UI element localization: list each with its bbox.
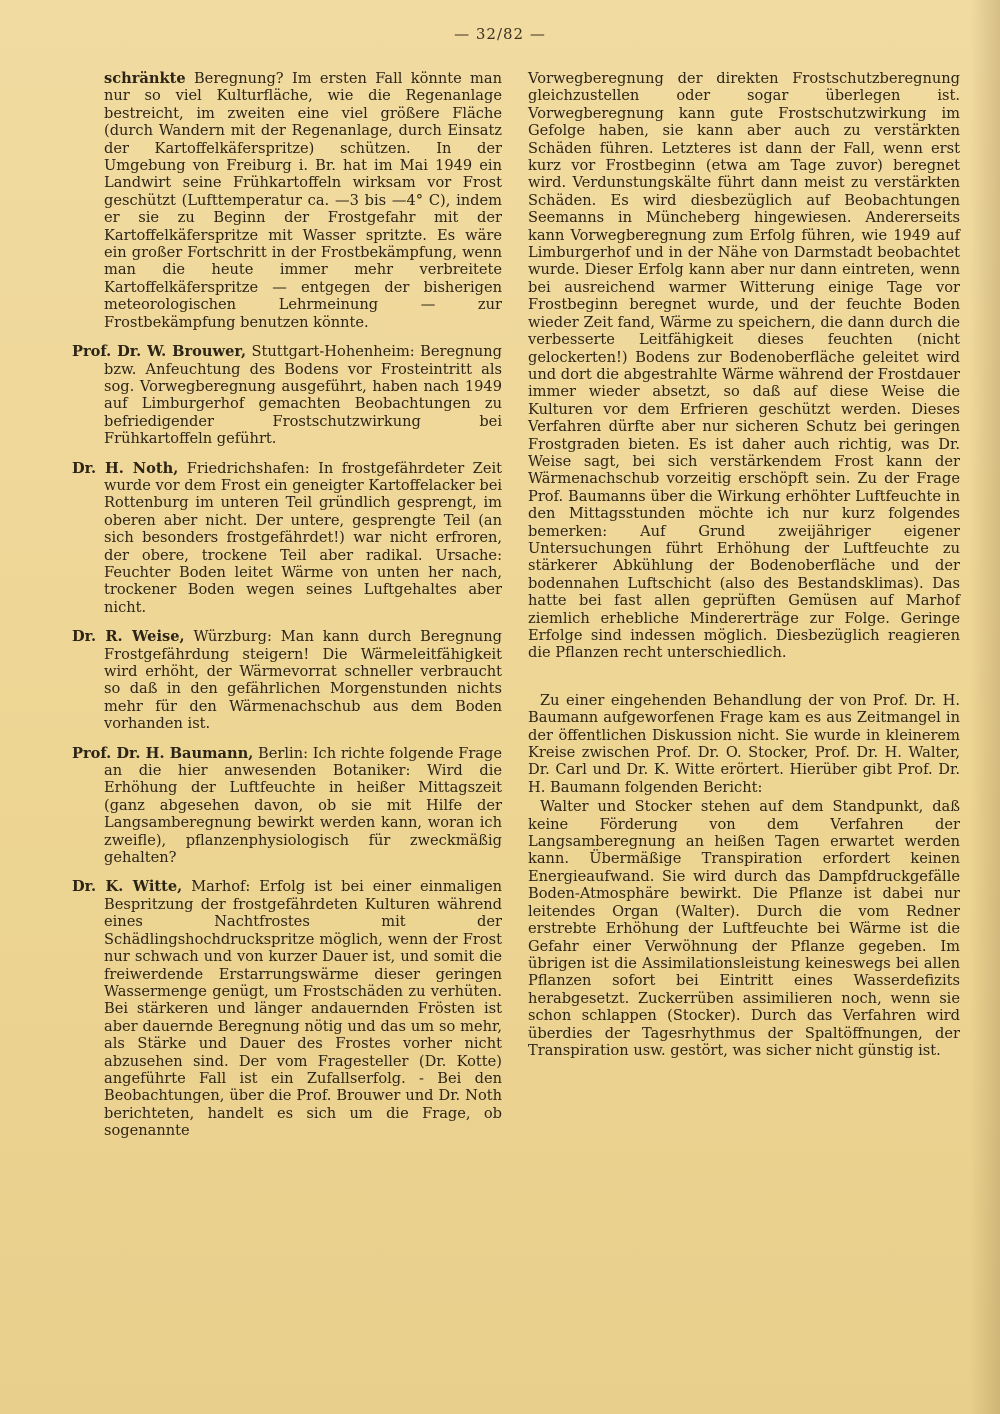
statement-text: Stuttgart-Hohenheim: Beregnung bzw. Anfeuchtung des Bodens vor Frosteintritt als sog. Vorwegberegnung ausgeführt, haben nach 1949 auf Limburgerhof gemachten Beobachtungen zu befriedigender Frostschutzwirkung bei Frühkartoffeln geführt. bbox=[104, 343, 502, 448]
right-column bbox=[528, 70, 960, 1059]
section-intro-paragraph: Zu einer eingehenden Behandlung der von Prof. Dr. H. Baumann aufgeworfenen Frage kam es aus Zeitmangel in der öffentlichen Diskussion nicht. Sie wurde in kleinerem Kreise zwischen Prof. Dr. O. Stocker, Prof. Dr. H. Walter, Dr. Carl und Dr. K. Witte erörtert. Hierüber gibt Prof. Dr. H. Baumann folgenden Bericht: bbox=[528, 691, 960, 796]
page-number: — 32/82 — bbox=[454, 25, 546, 43]
page-edge-shadow bbox=[970, 0, 1000, 1414]
statement-witte bbox=[72, 878, 502, 1139]
statement-baumann bbox=[72, 745, 502, 867]
statement-brouwer bbox=[72, 343, 502, 447]
opening-lead-word: schränkte bbox=[104, 70, 186, 87]
opening-paragraph bbox=[72, 70, 502, 331]
statement-text: Würzburg: Man kann durch Beregnung Frostgefährdung steigern! Die Wärmeleitfähigkeit wird erhöht, der Wärmevorrat schneller verbraucht so daß in den gefährlichen Morgenstunden nichts mehr für den Wärmenachschub aus dem Boden vorhanden ist. bbox=[104, 628, 502, 733]
speaker-name: Prof. Dr. W. Brouwer, bbox=[72, 343, 247, 361]
left-column bbox=[72, 70, 502, 1152]
witte-continuation: Vorwegberegnung der direkten Frostschutzberegnung gleichzustellen oder sogar überlegen ist. Vorwegberegnung kann gute Frostschutzwirkung im Gefolge haben, sie kann aber auch zu verstärkten Schäden führen. Letzteres ist dann der Fall, wenn erst kurz vor Frostbeginn (etwa am Tage zuvor) beregnet wird. Verdunstungskälte führt dann meist zu verstärkten Schäden. Es wird diesbezüglich auf Beobachtungen Seemanns in Müncheberg hingewiesen. Andererseits kann Vorwegberegnung zum Erfolg führen, wie 1949 auf Limburgerhof und in der Nähe von Darmstadt beobachtet wurde. Dieser Erfolg kann aber nur dann eintreten, wenn bei ausreichend warmer Witterung einige Tage vor Frostbeginn beregnet wurde, und der feuchte Boden wieder Zeit fand, Wärme zu speichern, die dann durch die verbesserte Leitfähigkeit dieses feuchten (nicht gelockerten!) Bodens zur Bodenoberfläche geleitet wird und dort die abgestrahlte Wärme während der Frostdauer immer wieder absetzt, so daß auf diese Weise die Kulturen vor dem Erfrieren geschützt werden. Dieses Verfahren dürfte aber nur sicheren Schutz bei geringen Frostgraden bieten. Es ist daher auch richtig, was Dr. Weise sagt, bei sich verstärkendem Frost kann der Wärmenachschub vorzeitig erschöpft sein. Zu der Frage Prof. Baumanns über die Wirkung erhöhter Luftfeuchte in den Mittagsstunden möchte ich nur kurz folgendes bemerken: Auf Grund zweijähriger eigener Untersuchungen führt Erhöhung der Luftfeuchte zu stärkerer Abkühlung der Bodenoberfläche und der bodennahen Luftschicht (also des Bestandsklimas). Das hatte bei fast allen geprüften Gemüsen auf Marhof ziemlich erhebliche Mindererträge zur Folge. Geringe Erfolge sind indessen möglich. Diesbezüglich reagieren die Pflanzen recht unterschiedlich. bbox=[528, 70, 960, 662]
statement-weise bbox=[72, 628, 502, 732]
speaker-name: Dr. K. Witte, bbox=[72, 878, 183, 896]
speaker-name: Prof. Dr. H. Baumann, bbox=[72, 744, 254, 762]
baumann-report-paragraph: Walter und Stocker stehen auf dem Standpunkt, daß keine Förderung von dem Verfahren der Langsamberegnung an heißen Tagen erwartet werden kann. Übermäßige Transpiration erfordert keinen Energieaufwand. Sie wird durch das Dampfdruckgefälle Boden-Atmosphäre bewirkt. Die Pflanze ist dabei nur leitendes Organ (Walter). Durch die vom Redner erstrebte Erhöhung der Luftfeuchte bei Wärme ist die Gefahr einer Verwöhnung der Pflanze gegeben. Im übrigen ist die Assimilationsleistung keineswegs bei allen Pflanzen sofort bei Eintritt eines Wasserdefizits herabgesetzt. Zuckerrüben assimilieren noch, wenn sie schon schlappen (Stocker). Durch das Verfahren wird überdies der Tagesrhythmus der Spaltöffnungen, der Transpiration usw. gestört, was sicher nicht günstig ist. bbox=[528, 798, 960, 1059]
speaker-name: Dr. R. Weise, bbox=[72, 628, 185, 646]
opening-text: Beregnung? Im ersten Fall könnte man nur so viel Kulturfläche, wie die Regenanlage bestreicht, im zweiten eine viel größere Fläche (durch Wandern mit der Regenanlage, durch Einsatz der Kartoffelkäferspritze) schützen. In der Umgebung von Freiburg i. Br. hat im Mai 1949 ein Landwirt seine Frühkartoffeln wirksam vor Frost geschützt (Lufttemperatur ca. —3 bis —4° C), indem er sie zu Beginn der Frostgefahr mit der Kartoffelkäferspritze mit Wasser spritzte. Es wäre ein großer Fortschritt in der Frostbekämpfung, wenn man die heute immer mehr verbreitete Kartoffelkäferspritze — entgegen der bisherigen meteorologischen Lehrmeinung — zur Frostbekämpfung benutzen könnte. bbox=[104, 70, 502, 331]
speaker-name: Dr. H. Noth, bbox=[72, 459, 179, 477]
statement-text: Marhof: Erfolg ist bei einer einmaligen Bespritzung der frostgefährdeten Kulturen während eines Nachtfrostes mit der Schädlingshochdruckspritze möglich, wenn der Frost nur schwach und von kurzer Dauer ist, und somit die freiwerdende Erstarrungswärme dieser geringen Wassermenge genügt, um Frostschäden zu verhüten. Bei stärkeren und länger andauernden Frösten ist aber dauernde Beregnung nötig und das um so mehr, als Stärke und Dauer des Frostes vorher nicht abzusehen sind. Der vom Fragesteller (Dr. Kotte) angeführte Fall ist ein Zufallserfolg. - Bei den Beobachtungen, über die Prof. Brouwer und Dr. Noth berichteten, handelt es sich um die Frage, ob sogenannte bbox=[104, 878, 502, 1140]
statement-noth bbox=[72, 460, 502, 617]
statement-text: Friedrichshafen: In frostgefährdeter Zeit wurde vor dem Frost ein geneigter Kartoffelacker bei Rottenburg im unteren Teil gründlich gesprengt, im oberen aber nicht. Der untere, gesprengte Teil (an sich besonders frostgefährdet!) war nicht erfroren, der obere, trockene Teil aber radikal. Ursache: Feuchter Boden leitet Wärme von unten her nach, trockener Boden wegen seines Luftgehaltes aber nicht. bbox=[104, 459, 502, 616]
statement-text: Berlin: Ich richte folgende Frage an die hier anwesenden Botaniker: Wird die Erhöhung der Luftfeuchte in heißer Mittagszeit (ganz abgesehen davon, ob sie mit Hilfe der Langsamberegnung bewirkt werden kann, woran ich zweifle), pflanzenphysiologisch für zweckmäßig gehalten? bbox=[104, 744, 502, 867]
